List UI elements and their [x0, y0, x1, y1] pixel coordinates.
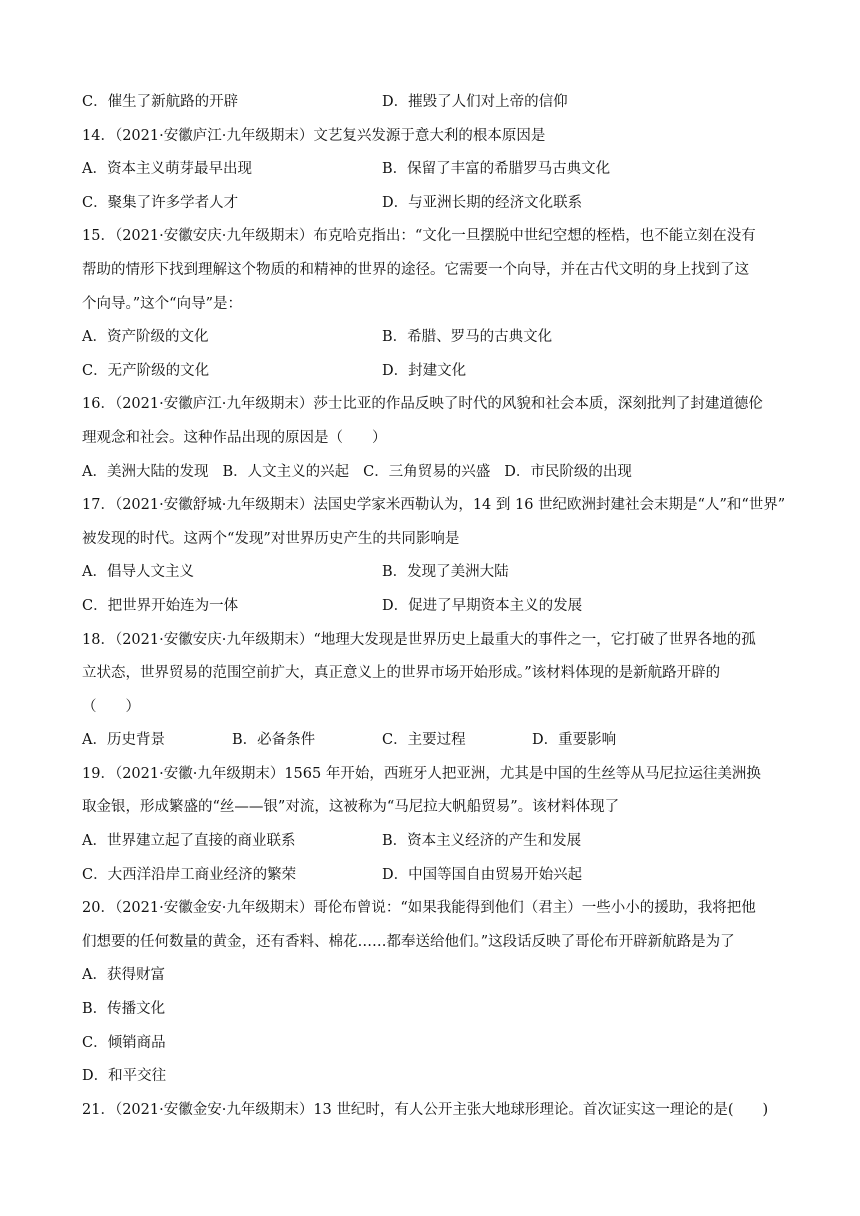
- q16-option-c: C．三角贸易的兴盛: [363, 463, 491, 480]
- question-17-stem-line-1: 17．（2021·安徽舒城·九年级期末）法国史学家米西勒认为，14 到 16 世纪欧洲封建社会末期是“人”和“世界”: [82, 497, 786, 514]
- q19-options-row-2: [82, 859, 802, 893]
- q18-option-d: D．重要影响: [532, 732, 617, 749]
- q15-option-b: B．希腊、罗马的古典文化: [382, 329, 553, 346]
- question-17-stem-line-2: 被发现的时代。这两个“发现”对世界历史产生的共同影响是: [82, 530, 460, 547]
- q18-option-b: B．必备条件: [232, 732, 316, 749]
- q16-option-a: A．美洲大陆的发现: [82, 463, 209, 480]
- q19-options-row-1: [82, 825, 802, 859]
- q15-option-c: C．无产阶级的文化: [82, 362, 210, 379]
- q13-option-c: C．催生了新航路的开辟: [82, 94, 239, 110]
- question-21: [82, 1094, 802, 1128]
- question-18-stem-line-3: （ ）: [82, 698, 140, 715]
- question-18-stem-line-1: 18．（2021·安徽安庆·九年级期末）“地理大发现是世界历史上最重大的事件之一，它打破了世界各地的孤: [82, 631, 756, 648]
- q17-option-d: D．促进了早期资本主义的发展: [382, 597, 583, 614]
- q16-options-row: [82, 456, 802, 490]
- question-16-stem-line-2: 理观念和社会。这种作品出现的原因是（ ）: [82, 429, 387, 446]
- q15-options-row-1: [82, 321, 802, 355]
- question-19-stem-line-1: 19．（2021·安徽·九年级期末）1565 年开始，西班牙人把亚洲，尤其是中国的生丝等从马尼拉运往美洲换: [82, 765, 761, 782]
- q20-option-b: B．传播文化: [82, 1001, 166, 1018]
- question-17: [82, 489, 802, 623]
- q19-option-c: C．大西洋沿岸工商业经济的繁荣: [82, 866, 297, 883]
- question-21-stem-line-1: 21．（2021·安徽金安·九年级期末）13 世纪时，有人公开主张大地球形理论。首次证实这一理论的是( ): [82, 1101, 769, 1118]
- q20-option-a: A．获得财富: [82, 967, 165, 984]
- q17-option-b: B．发现了美洲大陆: [382, 564, 509, 581]
- q13-option-d: D．摧毁了人们对上帝的信仰: [382, 94, 568, 110]
- q17-option-c: C．把世界开始连为一体: [82, 597, 239, 614]
- q19-option-d: D．中国等国自由贸易开始兴起: [382, 866, 583, 883]
- q14-option-c: C．聚集了许多学者人才: [82, 194, 239, 211]
- question-18: [82, 624, 802, 758]
- q15-options-row-2: [82, 355, 802, 389]
- q18-option-a: A．历史背景: [82, 732, 165, 749]
- q15-option-d: D．封建文化: [382, 362, 467, 379]
- q18-option-c: C．主要过程: [382, 732, 466, 749]
- q15-option-a: A．资产阶级的文化: [82, 329, 209, 346]
- question-15-stem-line-1: 15．（2021·安徽安庆·九年级期末）布克哈克指出：“文化一旦摆脱中世纪空想的桎梏，也不能立刻在没有: [82, 228, 756, 245]
- q17-options-row-2: [82, 590, 802, 624]
- q18-options-row: [82, 724, 802, 758]
- q14-option-a: A．资本主义萌芽最早出现: [82, 161, 252, 178]
- q16-option-d: D．市民阶级的出现: [504, 463, 632, 480]
- q20-option-c: C．倾销商品: [82, 1034, 166, 1051]
- question-20: [82, 892, 802, 1094]
- question-14: [82, 120, 802, 221]
- q17-options-row-1: [82, 556, 802, 590]
- question-15-stem-line-3: 个向导。”这个“向导”是：: [82, 295, 242, 312]
- exam-page: [82, 86, 802, 1127]
- q14-option-d: D．与亚洲长期的经济文化联系: [382, 194, 583, 211]
- question-19-stem-line-2: 取金银，形成繁盛的“丝——银”对流，这被称为“马尼拉大帆船贸易”。该材料体现了: [82, 799, 620, 816]
- question-19: [82, 758, 802, 892]
- q14-options-row-2: [82, 187, 802, 221]
- question-16-stem-line-1: 16．（2021·安徽庐江·九年级期末）莎士比亚的作品反映了时代的风貌和社会本质，深刻批判了封建道德伦: [82, 396, 763, 413]
- q19-option-a: A．世界建立起了直接的商业联系: [82, 833, 296, 850]
- q14-option-b: B．保留了丰富的希腊罗马古典文化: [382, 161, 611, 178]
- q17-option-a: A．倡导人文主义: [82, 564, 194, 581]
- q20-option-d: D．和平交往: [82, 1068, 167, 1085]
- question-20-stem-line-1: 20．（2021·安徽金安·九年级期末）哥伦布曾说：“如果我能得到他们（君主）一些小小的援助，我将把他: [82, 900, 756, 917]
- question-14-stem: 14．（2021·安徽庐江·九年级期末）文艺复兴发源于意大利的根本原因是: [82, 127, 546, 144]
- question-16: [82, 388, 802, 489]
- question-15-stem-line-2: 帮助的情形下找到理解这个物质的和精神的世界的途径。它需要一个向导，并在古代文明的身上找到了这: [82, 261, 749, 278]
- q19-option-b: B．资本主义经济的产生和发展: [382, 833, 582, 850]
- question-20-stem-line-2: 们想要的任何数量的黄金，还有香料、棉花……都奉送给他们。”这段话反映了哥伦布开辟新航路是为了: [82, 933, 735, 950]
- q14-options-row-1: [82, 153, 802, 187]
- question-15: [82, 220, 802, 388]
- question-18-stem-line-2: 立状态，世界贸易的范围空前扩大，真正意义上的世界市场开始形成。”该材料体现的是新航路开辟的: [82, 665, 721, 682]
- q16-option-b: B．人文主义的兴起: [222, 463, 350, 480]
- q13-options-row: [82, 86, 802, 120]
